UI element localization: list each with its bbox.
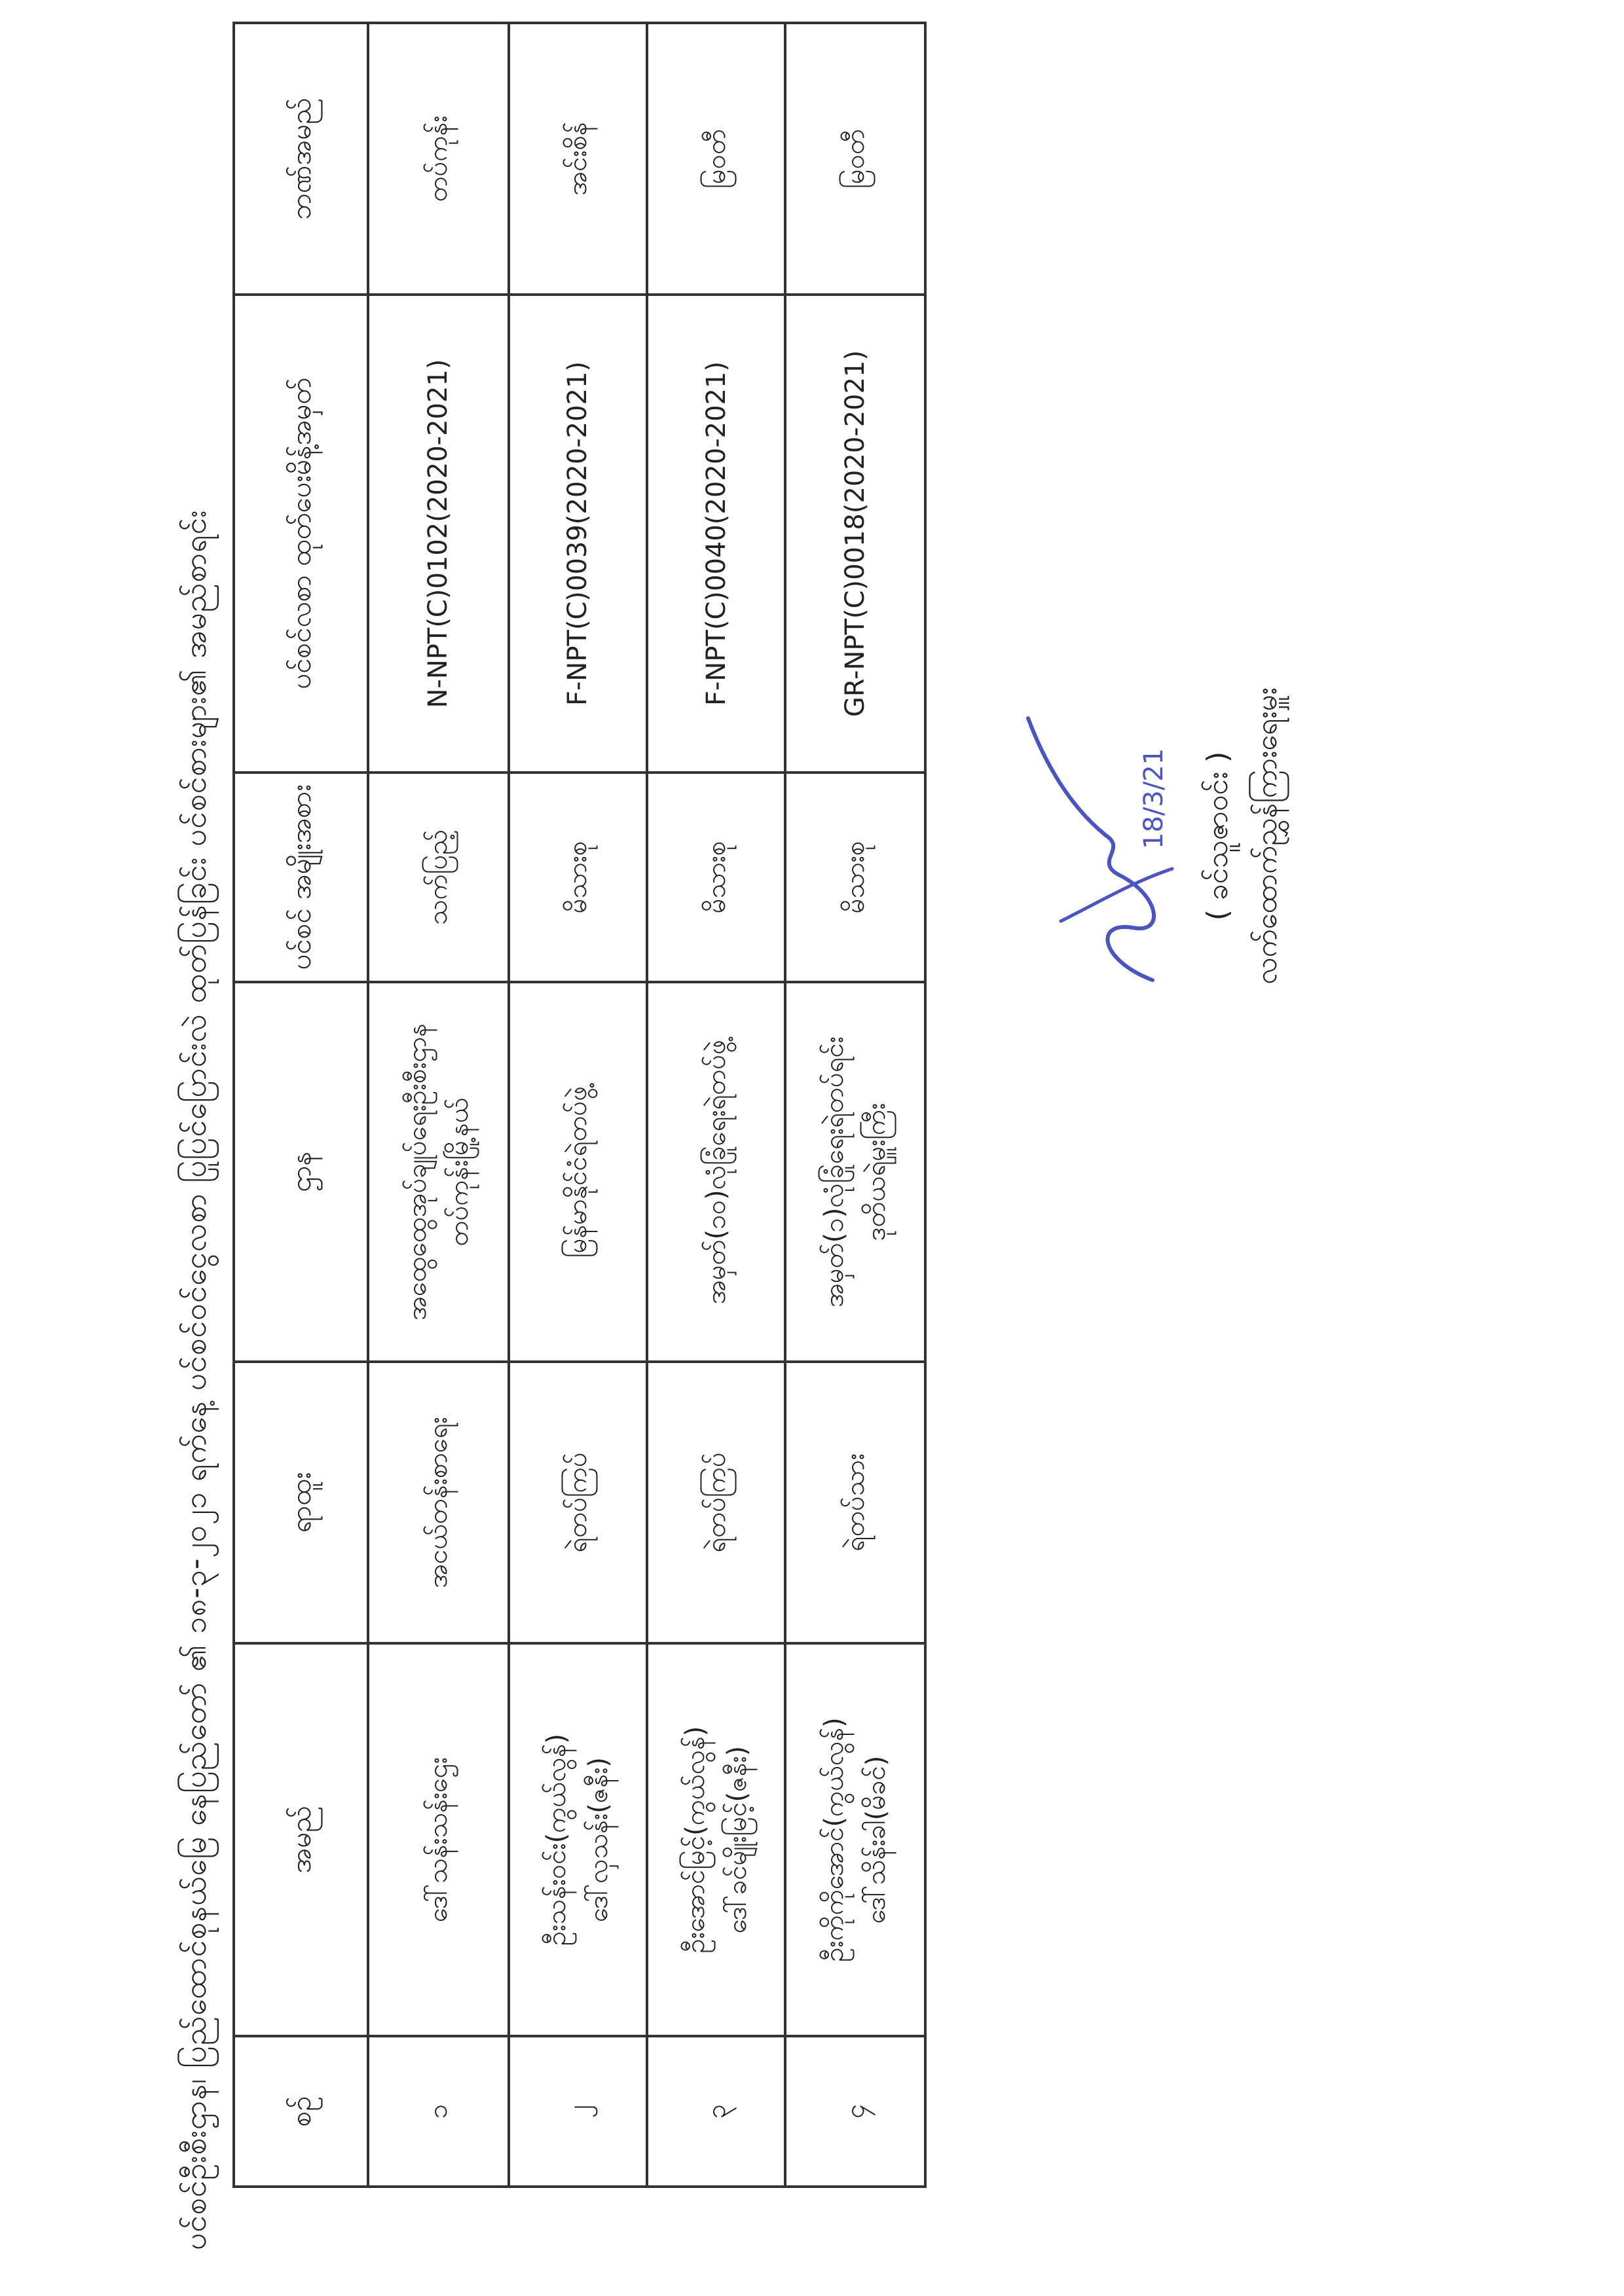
cell-rank: အငယ်တန်းစာရေး xyxy=(368,1362,509,1643)
cell-no: ၃ xyxy=(647,2036,785,2187)
name-line: ဦးအောင်မြင့်(ကွယ်လွန်) xyxy=(680,1726,710,1954)
table-header-row xyxy=(234,23,368,2187)
pensioner-table xyxy=(232,22,927,2188)
cell-no: ၁ xyxy=(368,2036,509,2187)
cell-department xyxy=(509,982,647,1362)
signature-block xyxy=(1022,476,1323,1196)
department-line: အထွေထွေအုပ်ချုပ်ရေးဦးစီးဌာန xyxy=(402,1023,433,1321)
header-bank: ဘဏ်အမည် xyxy=(234,23,368,295)
cell-name xyxy=(647,1643,785,2036)
cell-name xyxy=(509,1643,647,2036)
cell-bank: မြဝတီ xyxy=(785,23,925,295)
cell-pension-type: မိသားစု xyxy=(509,773,647,982)
department-line: တပ်ကုန်းမြို့နယ် xyxy=(444,1097,475,1247)
name-line: ဦးကိုကိုအောင်(ကွယ်လွန်) xyxy=(819,1717,850,1962)
cell-pension-order: F-NPT(C)0040(2020-2021) xyxy=(647,295,785,773)
department-line: အမှတ်(၁၀)လုံခြုံရေးရဲတပ်ဖွဲ့ xyxy=(701,1040,731,1304)
department-line: အမှတ်(၁)လုံခြုံရေးရဲတပ်ရင်း xyxy=(819,1036,850,1307)
header-rank: ရာထူး xyxy=(234,1362,368,1643)
cell-pension-order: GR-NPT(C)0018(2020-2021) xyxy=(785,295,925,773)
header-department: ဌာန xyxy=(234,982,368,1362)
signature-date: 18/3/21 xyxy=(1139,748,1169,849)
cell-department xyxy=(647,982,785,1362)
header-pension-type: ပင်စင် အမျိုးအစား xyxy=(234,773,368,982)
department-line: ဒုတိယရဲမှူးကြီး xyxy=(861,1102,892,1241)
cell-name xyxy=(785,1643,925,2036)
cell-rank: ရဲတပ်ကြပ် xyxy=(647,1362,785,1643)
table-row xyxy=(509,23,647,2187)
cell-pension-type: သက်ပြည့် xyxy=(368,773,509,982)
header-no: စဉ် xyxy=(234,2036,368,2187)
cell-pension-order: F-NPT(C)0039(2020-2021) xyxy=(509,295,647,773)
cell-bank: တပ်ကုန်း xyxy=(368,23,509,295)
signatory-name: ( ခင်သူဇာဝင်း ) xyxy=(1201,751,1234,921)
cell-bank: မြဝတီ xyxy=(647,23,785,295)
cell-no: ၄ xyxy=(785,2036,925,2187)
table-row xyxy=(647,23,785,2187)
cell-rank: ရဲတပ်သား xyxy=(785,1362,925,1643)
cell-rank: ရဲတပ်ကြပ် xyxy=(509,1362,647,1643)
name-line: ဒေါ်သန်းသန်းဌေး xyxy=(423,1757,454,1923)
signatory-position: လက်ထောက်ညွှန်ကြားရေးမှူး xyxy=(1250,687,1283,985)
document-title: ပင်စင်ဦးစီးဌာန၊ ပြည်ထောင်စုနယ်မြေ နေပြည်တော် ၏ ၁၈-၃-၂၀၂၁ ရက်နေ့ ပင်စင်ဝင်ငွေလစာ ပြုပြင်ပြောင်းလဲ ထုတ်ပြန်ခြင်း ပင်စင်စားများ၏ အမည်စာရင်း xyxy=(177,509,213,2250)
name-line: ဒေါ်သိန်းခါ(မိခင်) xyxy=(861,1755,892,1924)
header-pension-order: ပင်စင်လစာ ထုတ်ပေးမိန့်အမှတ် xyxy=(234,295,368,773)
cell-name xyxy=(368,1643,509,2036)
department-line: မြန်မာနိုင်ငံရဲတပ်ဖွဲ့ xyxy=(563,1085,593,1258)
header-name: အမည် xyxy=(234,1643,368,2036)
cell-bank: အင်းစိန် xyxy=(509,23,647,295)
table-row xyxy=(785,23,925,2187)
handwritten-signature xyxy=(1022,699,1192,1000)
cell-pension-order: N-NPT(C)0102(2020-2021) xyxy=(368,295,509,773)
name-line: ဦးသန်းဝင်း(ကွယ်လွန်) xyxy=(542,1733,572,1946)
cell-pension-type: မိသားစု xyxy=(785,773,925,982)
name-line: ဒေါ်လှသန်း(ဇနီး) xyxy=(583,1757,614,1922)
cell-pension-type: မိသားစု xyxy=(647,773,785,982)
table-row xyxy=(368,23,509,2187)
cell-no: ၂ xyxy=(509,2036,647,2187)
name-line: ဒေါ်ခင်မျိုးမြင့်(ဇနီး) xyxy=(722,1745,752,1934)
cell-department xyxy=(368,982,509,1362)
cell-department xyxy=(785,982,925,1362)
